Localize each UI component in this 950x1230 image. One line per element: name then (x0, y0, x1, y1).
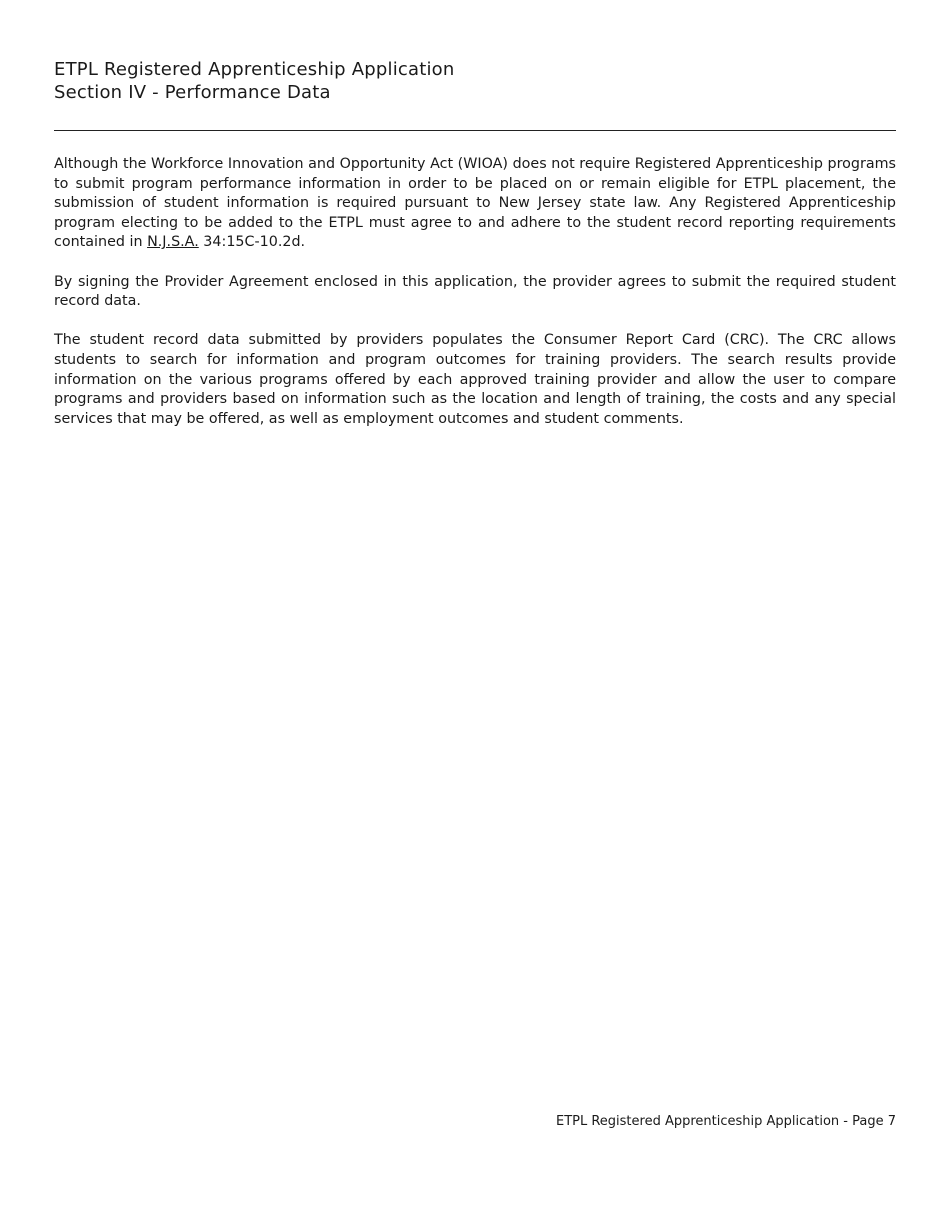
page-footer: ETPL Registered Apprenticeship Application - Page 7 (555, 1114, 896, 1129)
paragraph-1-text: Although the Workforce Innovation and Opportunity Act (WIOA) does not require Registered Apprenticeship programs to submit program performance information in order to be placed on or remain eligible for ETPL placement, the submission of student information is required pursuant to New Jersey state law. Any Registered Apprenticeship program electing to be added to the ETPL must agree to and adhere to the student record reporting requirements contained in (54, 156, 896, 251)
paragraph-1-statute-number: 34:15C-10.2d. (198, 234, 306, 251)
document-title: ETPL Registered Apprenticeship Application (54, 59, 455, 80)
document-body (54, 155, 896, 449)
paragraph-consumer-report-card: The student record data submitted by providers populates the Consumer Report Card (CRC). The CRC allows students to search for information and program outcomes for training providers. The search results provide information on the various programs offered by each approved training provider and allow the user to compare programs and providers based on information such as the location and length of training, the costs and any special services that may be offered, as well as employment outcomes and student comments. (54, 332, 896, 427)
paragraph-wioa-requirements (54, 155, 896, 253)
document-page (54, 0, 896, 1230)
paragraph-provider-agreement: By signing the Provider Agreement enclosed in this application, the provider agrees to submit the required student record data. (54, 273, 896, 310)
header-divider (54, 130, 896, 131)
page-header (54, 58, 896, 104)
statute-citation-link[interactable]: N.J.S.A. (147, 234, 199, 251)
section-title: Section IV - Performance Data (54, 82, 331, 103)
